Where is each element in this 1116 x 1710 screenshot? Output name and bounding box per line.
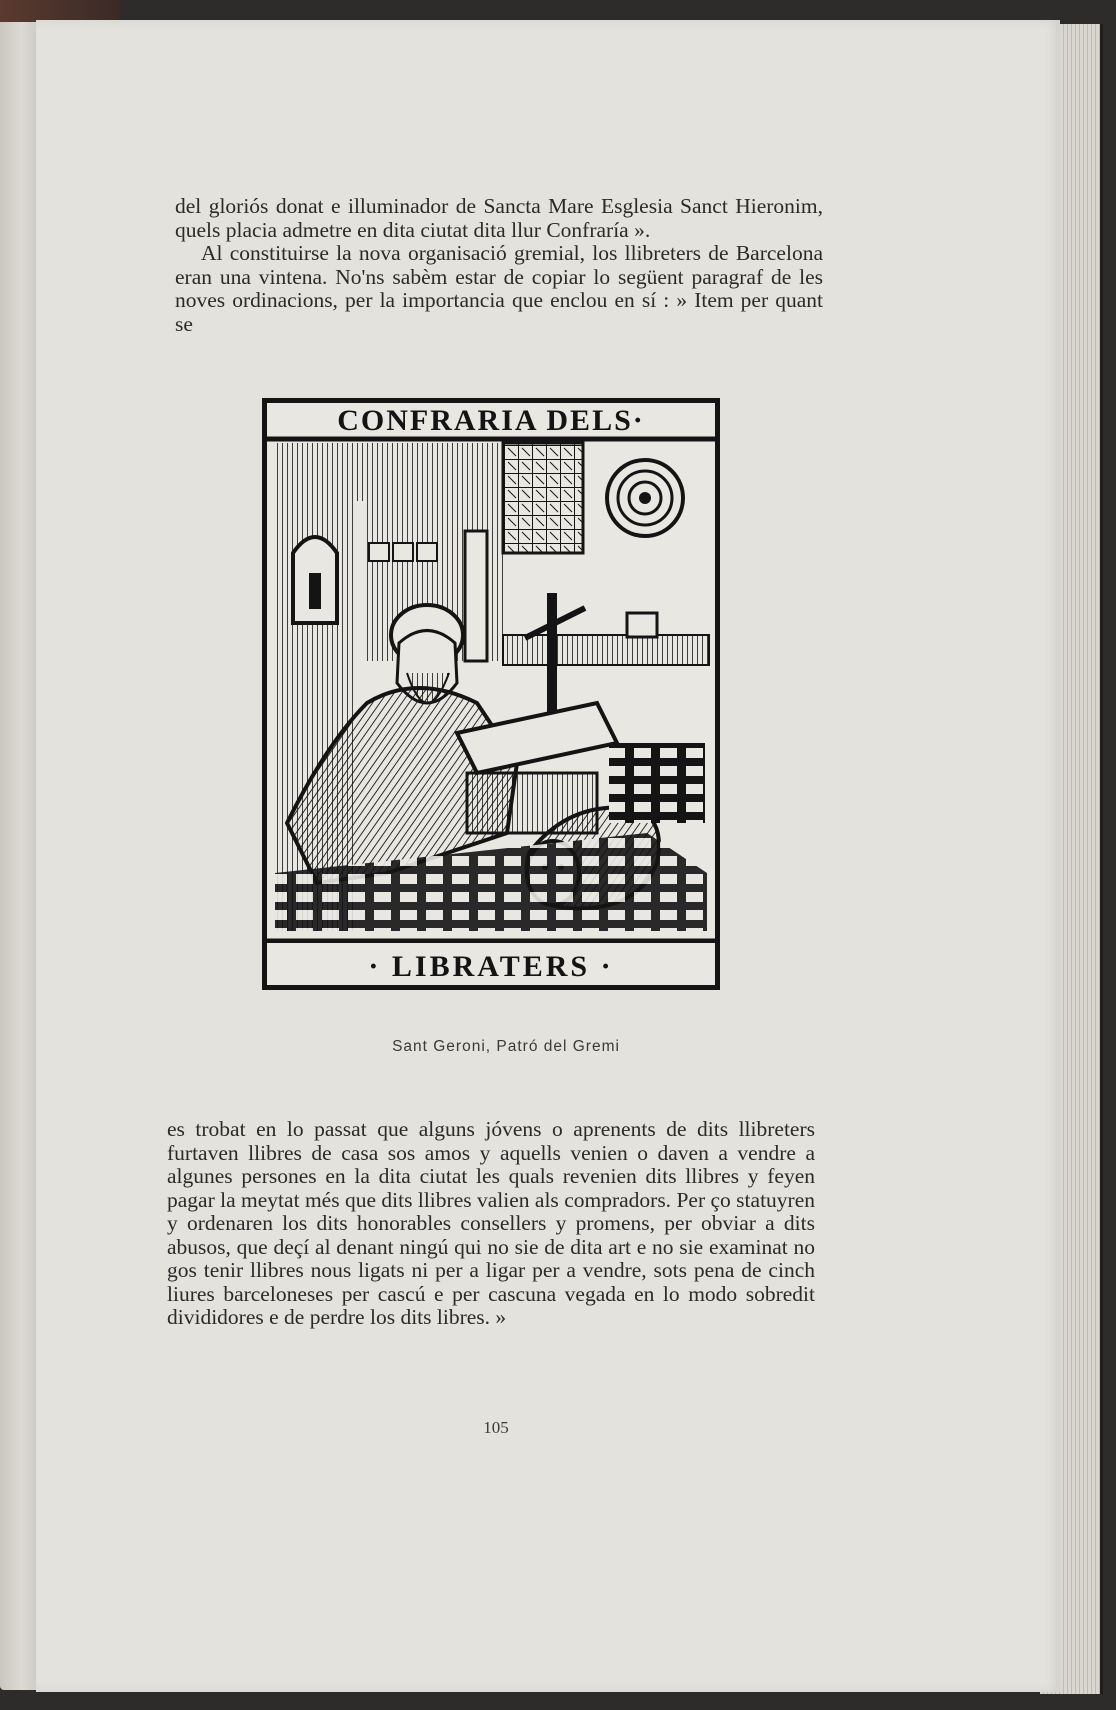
left-page-edge: [0, 22, 36, 1690]
top-text-block: [175, 195, 823, 336]
bottom-text-block: [167, 1118, 815, 1330]
book-spine: [0, 0, 120, 22]
paragraph-2: Al constituirse la nova organisació gremial, los llibreters de Barcelona eran una vintena. No'ns sabèm estar de copiar lo següent paragraf de les noves ordinacions, per la importancia que enclou en sí : » Item per quant se: [175, 241, 823, 336]
page-number: 105: [483, 1418, 509, 1437]
book-page: [36, 20, 1060, 1692]
figure-caption: Sant Geroni, Patró del Gremi: [392, 1038, 620, 1055]
paragraph-3: es trobat en lo passat que alguns jóvens o aprenents de dits llibreters furtaven llibres de casa sos amos y aquells venien o daven a vendre a algunes persones en la dita ciutat les quals revenien dits llibres y feyen pagar la meytat més que dits llibres valien als compradors. Per ço statuyren y ordenaren los dits honorables consellers y promens, per obviar a dits abusos, que deçí al denant ningú qui no sie de dita art e no sie examinat no gos tenir llibres nous ligats ni per a ligar per a vendre, sots pena de cinch liures barceloneses per cascú e per cascuna vegada en lo modo sobredit divididores e de perdre los dits libres. »: [167, 1117, 815, 1329]
woodcut-top-banner: CONFRARIA DELS·: [337, 404, 645, 437]
woodcut-bottom-banner: · LIBRATERS ·: [368, 950, 614, 983]
saint-jerome-woodcut: [267, 403, 715, 985]
woodcut-illustration: [262, 398, 720, 990]
paragraph-1: del gloriós donat e illuminador de Sancta Mare Esglesia Sanct Hieronim, quels placia admetre en dita ciutat dita llur Confraría ».: [175, 194, 823, 242]
